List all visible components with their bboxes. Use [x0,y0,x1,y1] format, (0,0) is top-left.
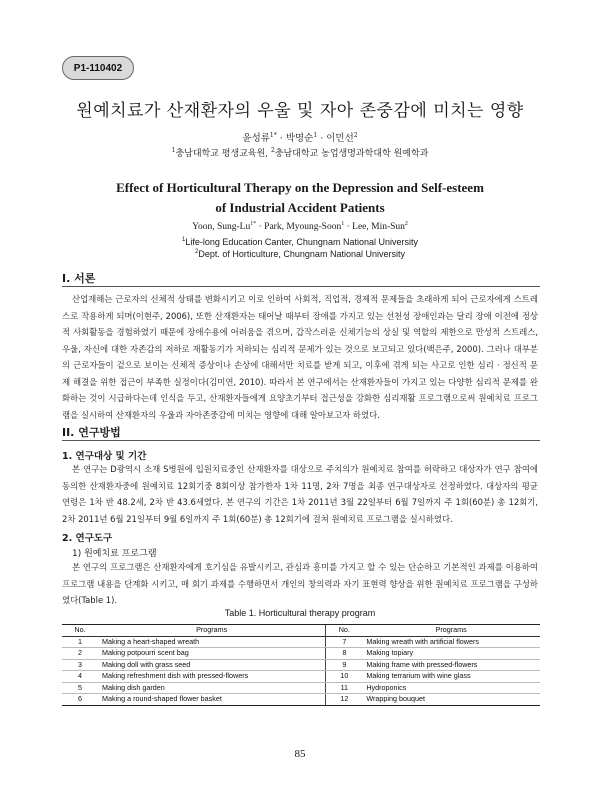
author-name: Park, Myoung-Soon [264,222,342,232]
title-english-line: of Industrial Accident Patients [215,200,385,215]
affiliation-text: 충남대학교 농업생명과학대학 원예학과 [274,149,429,159]
table-cell: Making topiary [362,648,540,660]
table-cell: 4 [62,671,98,683]
author-mark: 1 [313,132,318,139]
title-korean: 원예치료가 산재환자의 우울 및 자아 존중감에 미치는 영향 [76,101,524,121]
table-cell: 11 [326,682,363,694]
authors-english [0,222,600,232]
table-cell: 2 [62,648,98,660]
author-separator: · [276,133,286,144]
author-mark: 1* [269,132,277,139]
table-cell: 1 [62,636,98,648]
table-cell: 5 [62,682,98,694]
table-row [62,671,540,683]
affiliation-line [0,248,600,260]
affiliations-korean [0,146,600,159]
subsection-heading: 1. 연구대상 및 기간 [62,451,147,462]
author-name: 박명순 [285,133,314,144]
table-header-row [62,625,540,637]
section-heading-methods: II. 연구방법 [62,426,121,439]
author-mark: 2 [404,221,408,227]
table-cell: 3 [62,659,98,671]
affiliation-text: 충남대학교 평생교육원, [175,149,271,159]
table-cell: Making a heart-shaped wreath [98,636,326,648]
affiliations-english [0,236,600,260]
author-name: Yoon, Sung-Lu [192,222,251,232]
affiliation-mark: 1 [171,147,176,154]
author-mark: 1* [250,221,257,227]
subsection-heading: 2. 연구도구 [62,533,113,544]
table-caption: Table 1. Horticultural therapy program [224,608,376,618]
affiliation-mark: 2 [195,249,199,255]
affiliation-mark: 1 [182,237,186,243]
intro-paragraph: 산업재해는 근로자의 신체적 상태를 변화시키고 이로 인하여 사회적, 직업적, 경제적 문제들을 초래하게 되어 근로자에게 스트레스로 작용하게 되며(이현주, 2006), 또한 산재환자는 태어날 때부터 장애를 가지고 있는 선천성 장애인과는 달리 장애 이전에 정상적 사회활동을 경험하였기 때문에 장애수용에 어려움을 겪으며, 갑작스러운 신체기능의 상실 및 역할의 제한으로 만성적 스트레스, 우울, 자신에 대한 자존감의 저하로 재활동기가 저하되는 심리적 문제가 있는 것으로 보고되고 있다(백은주, 2000). 그러나 대부분의 근로자들이 겉으로 보이는 신체적 증상이나 손상에 대해서만 치료를 받게 되고, 이후에 겪게 되는 사고로 인한 심리 · 정신적 문제 해결을 위한 접근이 부족한 실정이다(김미연, 2010). 따라서 본 연구에서는 산재환자들이 가지고 있는 다양한 심리적 문제를 완화하는 것이 시급하다는데 인식을 두고, 산재환자들에게 요양초기부터 접근성을 강화한 심리재활 프로그램으로써 원예치료 프로그램을 실시하여 산재환자의 우울과 자아존중감에 미치는 영향에 대해 알아보고자 하였다. [62,294,538,420]
page-number: 85 [294,748,306,760]
table-row [62,694,540,706]
author-mark: 2 [353,132,358,139]
table-cell: Making refreshment dish with pressed-flowers [98,671,326,683]
table-cell: 8 [326,648,363,660]
table-cell: Making dish garden [98,682,326,694]
author-name: 윤성류 [242,133,270,144]
author-name: 이민선 [326,133,354,144]
table-row [62,682,540,694]
table-row [62,648,540,660]
table-cell: 12 [326,694,363,706]
program-paragraph: 본 연구의 프로그램은 산재환자에게 호기심을 유발시키고, 관심과 흥미를 가지고 할 수 있는 단순하고 기본적인 과제를 이용하여 프로그램 내용을 단계화 시키고, 매 회기 과제를 수행하면서 개인의 창의력과 자기 표현력 향상을 위한 원예치료 프로그램을 구성하였다(Table 1). [62,562,538,605]
table-cell: Wrapping bouquet [362,694,540,706]
column-header: No. [62,625,98,637]
affiliation-mark: 2 [271,147,275,154]
author-mark: 1 [341,221,345,227]
affiliation-line [0,236,600,248]
authors-korean [0,130,600,144]
section-rule [62,440,540,441]
sub-subsection-heading: 1) 원예치료 프로그램 [72,549,157,559]
author-name: Lee, Min-Sun [352,222,405,232]
subjects-paragraph: 본 연구는 D광역시 소재 S병원에 입원치료중인 산재환자를 대상으로 주치의가 원예치료 참여를 허락하고 대상자가 연구 참여에 동의한 산재환자중에 원예치료 12회기중 8회이상 참가한자 1차 11명, 2차 7명을 최종 연구대상자로 선정하였다. 대상자의 평균 연령은 1차 반 48.2세, 2차 반 43.6세였다. 본 연구의 기간은 1차 2011년 3월 22일부터 6월 7일까지 주 1회(60분) 총 12회기, 2차 2011년 6월 21일부터 9월 6일까지 주 1회(60분) 총 12회기에 걸쳐 원예치료 프로그램을 실시하였다. [62,464,538,524]
table-cell: 6 [62,694,98,706]
section-heading-intro: I. 서론 [62,272,96,285]
table-cell: Making terrarium with wine glass [362,671,540,683]
paper-code-badge: P1-110402 [62,56,134,80]
affiliation-text: Dept. of Horticulture, Chungnam National University [198,249,405,259]
title-english-line: Effect of Horticultural Therapy on the Depression and Self-esteem [116,180,484,195]
table-row [62,636,540,648]
table-cell: 10 [326,671,363,683]
table-cell: Making potpourri scent bag [98,648,326,660]
table-row [62,659,540,671]
table-cell: Making doll with grass seed [98,659,326,671]
column-header: Programs [362,625,540,637]
table-cell: 9 [326,659,363,671]
affiliation-text: Life-long Education Canter, Chungnam National University [185,237,418,247]
column-header: Programs [98,625,326,637]
author-separator: · [344,222,353,232]
title-english [0,178,600,218]
author-separator: · [317,133,327,144]
program-table [62,624,540,706]
table-cell: Making a round-shaped flower basket [98,694,326,706]
table-cell: Making frame with pressed-flowers [362,659,540,671]
author-separator: · [256,222,265,232]
table-cell: Hydroponics [362,682,540,694]
column-header: No. [326,625,363,637]
section-rule [62,286,540,287]
table-cell: 7 [326,636,363,648]
table-cell: Making wreath with artificial flowers [362,636,540,648]
